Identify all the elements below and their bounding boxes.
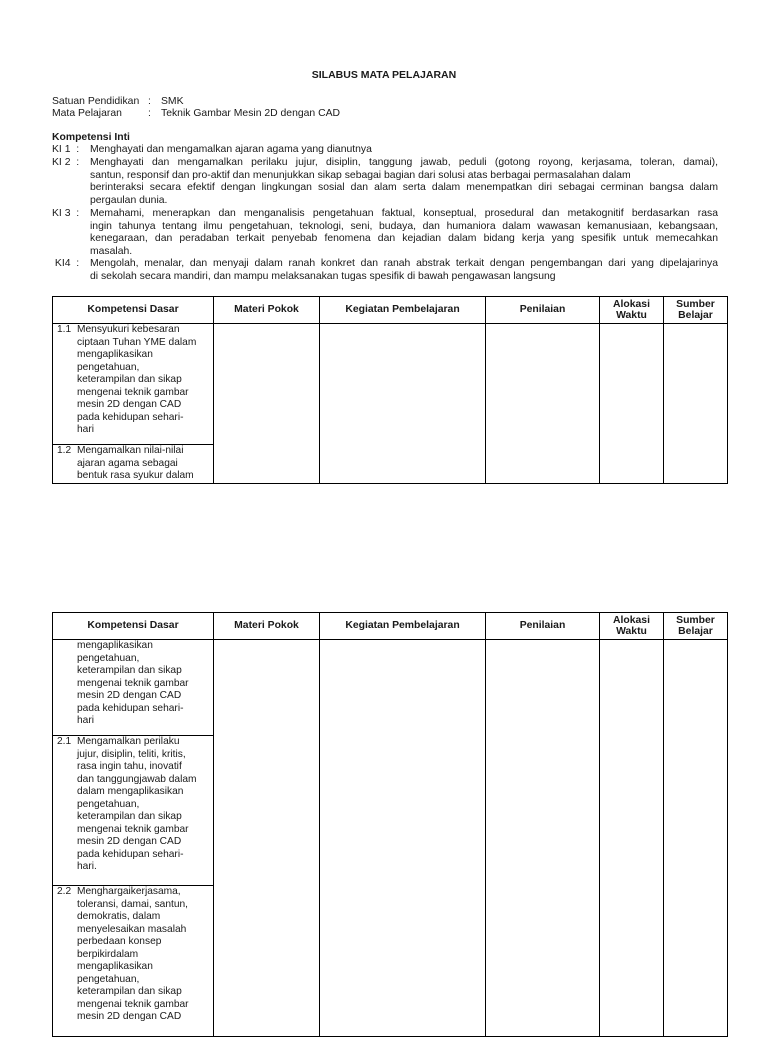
kd-line: pengetahuan, bbox=[77, 652, 140, 664]
alokasi-cell bbox=[600, 324, 664, 484]
penilaian-cell bbox=[486, 324, 600, 484]
meta-separator: : bbox=[148, 96, 151, 107]
kd-line: bentuk rasa syukur dalam bbox=[77, 470, 194, 482]
ki-line: kenegaraan, dan peradaban terkait penyebab fenomena dan kejadian dalam bidang kerja yang spesifik untuk memecahkan bbox=[90, 233, 718, 245]
header-line: Alokasi bbox=[613, 614, 650, 626]
kd-line: pada kehidupan sehari- bbox=[77, 702, 184, 714]
sumber-cell bbox=[664, 324, 728, 484]
header-alokasi-waktu bbox=[600, 613, 664, 640]
kd-line: keterampilan dan sikap bbox=[77, 811, 182, 823]
kd-line: mesin 2D dengan CAD bbox=[77, 399, 182, 411]
ki-line: Memahami, menerapkan dan menganalisis pengetahuan faktual, konseptual, prosedural dan metakognitif berdasarkan rasa bbox=[90, 208, 718, 219]
meta-mata-pelajaran bbox=[52, 108, 340, 120]
kd-line: hari. bbox=[77, 861, 97, 873]
header-penilaian: Penilaian bbox=[486, 613, 600, 640]
ki-4 bbox=[52, 258, 718, 283]
kd-cell-continued bbox=[53, 640, 214, 736]
meta-separator: : bbox=[148, 108, 151, 119]
kd-line: Menghargaikerjasama, bbox=[77, 886, 181, 897]
kd-line: keterampilan dan sikap bbox=[77, 374, 182, 386]
kd-line: dan tanggungjawab dalam bbox=[77, 773, 197, 785]
kd-line: mengaplikasikan bbox=[77, 640, 153, 651]
header-line: Alokasi bbox=[613, 298, 650, 310]
kd-number: 2.2 bbox=[57, 886, 72, 897]
header-line: Sumber bbox=[676, 614, 715, 626]
kd-line: pengetahuan, bbox=[77, 973, 140, 985]
header-materi-pokok: Materi Pokok bbox=[214, 297, 320, 324]
header-line: Belajar bbox=[678, 626, 713, 637]
kd-line: demokratis, dalam bbox=[77, 911, 161, 923]
header-line: Waktu bbox=[616, 626, 647, 637]
ki-3 bbox=[52, 208, 718, 258]
header-line: Belajar bbox=[678, 310, 713, 321]
ki-code: KI4 : bbox=[52, 258, 80, 269]
header-sumber-belajar bbox=[664, 613, 728, 640]
ki-line: Menghayati dan mengamalkan ajaran agama yang dianutnya bbox=[90, 144, 372, 155]
kegiatan-cell bbox=[320, 640, 486, 1037]
kd-line: mengenai teknik gambar bbox=[77, 677, 189, 689]
kd-line: hari bbox=[77, 424, 94, 436]
kd-line: rasa ingin tahu, inovatif bbox=[77, 761, 182, 773]
meta-label: Mata Pelajaran bbox=[52, 108, 122, 119]
ki-line: ingin tahunya tentang ilmu pengetahuan, teknologi, seni, budaya, dan humaniora dalam wawasan kemanusiaan, kebangsaan, bbox=[90, 220, 718, 232]
sumber-cell bbox=[664, 640, 728, 1037]
kd-line: Mensyukuri kebesaran bbox=[77, 324, 180, 335]
header-alokasi-waktu bbox=[600, 297, 664, 324]
kd-text bbox=[53, 886, 213, 1024]
ki-line: santun, responsif dan pro-aktif dan menunjukkan sikap sebagai bagian dari solusi atas berbagai permasalahan dalam bbox=[90, 169, 631, 181]
ki-line: berinteraksi secara efektif dengan lingkungan sosial dan alam serta dalam menempatkan diri sebagai cerminan bangsa dalam bbox=[90, 182, 718, 194]
header-kegiatan-pembelajaran: Kegiatan Pembelajaran bbox=[320, 297, 486, 324]
kd-line: pengetahuan, bbox=[77, 798, 140, 810]
kd-number: 1.1 bbox=[57, 324, 72, 335]
ki-2 bbox=[52, 157, 718, 207]
kd-line: mengenai teknik gambar bbox=[77, 823, 189, 835]
kd-text bbox=[53, 445, 213, 483]
kd-line: toleransi, damai, santun, bbox=[77, 898, 188, 910]
kd-line: keterampilan dan sikap bbox=[77, 986, 182, 998]
kd-line: mengenai teknik gambar bbox=[77, 386, 189, 398]
kd-line: pengetahuan, bbox=[77, 361, 140, 373]
ki-line: pergaulan dunia. bbox=[90, 194, 168, 206]
table-row bbox=[53, 640, 728, 736]
materi-pokok-cell bbox=[214, 640, 320, 1037]
alokasi-cell bbox=[600, 640, 664, 1037]
ki-line: Mengolah, menalar, dan menyaji dalam ranah konkret dan ranah abstrak terkait dengan pengembangan dari yang dipelajarinya bbox=[90, 258, 718, 269]
kd-line: pada kehidupan sehari- bbox=[77, 848, 184, 860]
ki-line: di sekolah secara mandiri, dan mampu melaksanakan tugas spesifik di bawah pengawasan langsung bbox=[90, 270, 556, 282]
kd-cell-1-1 bbox=[53, 324, 214, 445]
kd-line: ajaran agama sebagai bbox=[77, 457, 178, 469]
kd-cell-2-2 bbox=[53, 886, 214, 1037]
kd-number: 2.1 bbox=[57, 736, 72, 747]
header-line: Sumber bbox=[676, 298, 715, 310]
header-kompetensi-dasar: Kompetensi Dasar bbox=[53, 297, 214, 324]
meta-label: Satuan Pendidikan bbox=[52, 96, 140, 107]
kd-line: ciptaan Tuhan YME dalam bbox=[77, 336, 197, 348]
syllabus-table-1 bbox=[52, 296, 728, 484]
ki-code: KI 2 : bbox=[52, 157, 80, 168]
document-title: SILABUS MATA PELAJARAN bbox=[311, 69, 457, 81]
kd-line: pada kehidupan sehari- bbox=[77, 411, 184, 423]
kd-line: mengenai teknik gambar bbox=[77, 998, 189, 1010]
penilaian-cell bbox=[486, 640, 600, 1037]
materi-pokok-cell bbox=[214, 324, 320, 484]
syllabus-table-2 bbox=[52, 612, 728, 1037]
kd-line: menyelesaikan masalah bbox=[77, 923, 187, 935]
kd-text bbox=[53, 640, 213, 728]
meta-value: Teknik Gambar Mesin 2D dengan CAD bbox=[161, 108, 341, 119]
header-penilaian: Penilaian bbox=[486, 297, 600, 324]
meta-satuan-pendidikan bbox=[52, 96, 184, 108]
kd-line: dalam mengaplikasikan bbox=[77, 786, 184, 798]
kd-number: 1.2 bbox=[57, 445, 72, 456]
header-kegiatan-pembelajaran: Kegiatan Pembelajaran bbox=[320, 613, 486, 640]
kd-line: Mengamalkan perilaku bbox=[77, 736, 180, 747]
kd-line: hari bbox=[77, 715, 94, 727]
kd-line: mesin 2D dengan CAD bbox=[77, 690, 182, 702]
meta-value: SMK bbox=[161, 96, 184, 107]
kd-line: keterampilan dan sikap bbox=[77, 665, 182, 677]
kd-line: jujur, disiplin, teliti, kritis, bbox=[77, 748, 186, 760]
kd-cell-2-1 bbox=[53, 736, 214, 886]
ki-line: Menghayati dan mengamalkan perilaku jujur, disiplin, tanggung jawab, peduli (gotong royong, kerjasama, toleran, damai), bbox=[90, 157, 718, 168]
kd-line: perbedaan konsep bbox=[77, 936, 162, 948]
ki-code: KI 1 : bbox=[52, 144, 80, 155]
table-header-row bbox=[53, 297, 728, 324]
table-row bbox=[53, 324, 728, 445]
ki-heading: Kompetensi Inti bbox=[52, 132, 130, 143]
table-header-row bbox=[53, 613, 728, 640]
kd-line: mesin 2D dengan CAD bbox=[77, 836, 182, 848]
kd-line: berpikirdalam bbox=[77, 948, 139, 960]
kd-cell-1-2 bbox=[53, 445, 214, 484]
kd-line: mesin 2D dengan CAD bbox=[77, 1011, 182, 1023]
kd-text bbox=[53, 736, 213, 874]
kegiatan-cell bbox=[320, 324, 486, 484]
header-line: Waktu bbox=[616, 310, 647, 321]
ki-line: masalah. bbox=[90, 245, 133, 257]
header-kompetensi-dasar: Kompetensi Dasar bbox=[53, 613, 214, 640]
header-materi-pokok: Materi Pokok bbox=[214, 613, 320, 640]
ki-code: KI 3 : bbox=[52, 208, 80, 219]
ki-1 bbox=[52, 144, 718, 157]
kd-line: mengaplikasikan bbox=[77, 961, 153, 973]
kd-text bbox=[53, 324, 213, 437]
kd-line: Mengamalkan nilai-nilai bbox=[77, 445, 184, 456]
header-sumber-belajar bbox=[664, 297, 728, 324]
kd-line: mengaplikasikan bbox=[77, 349, 153, 361]
